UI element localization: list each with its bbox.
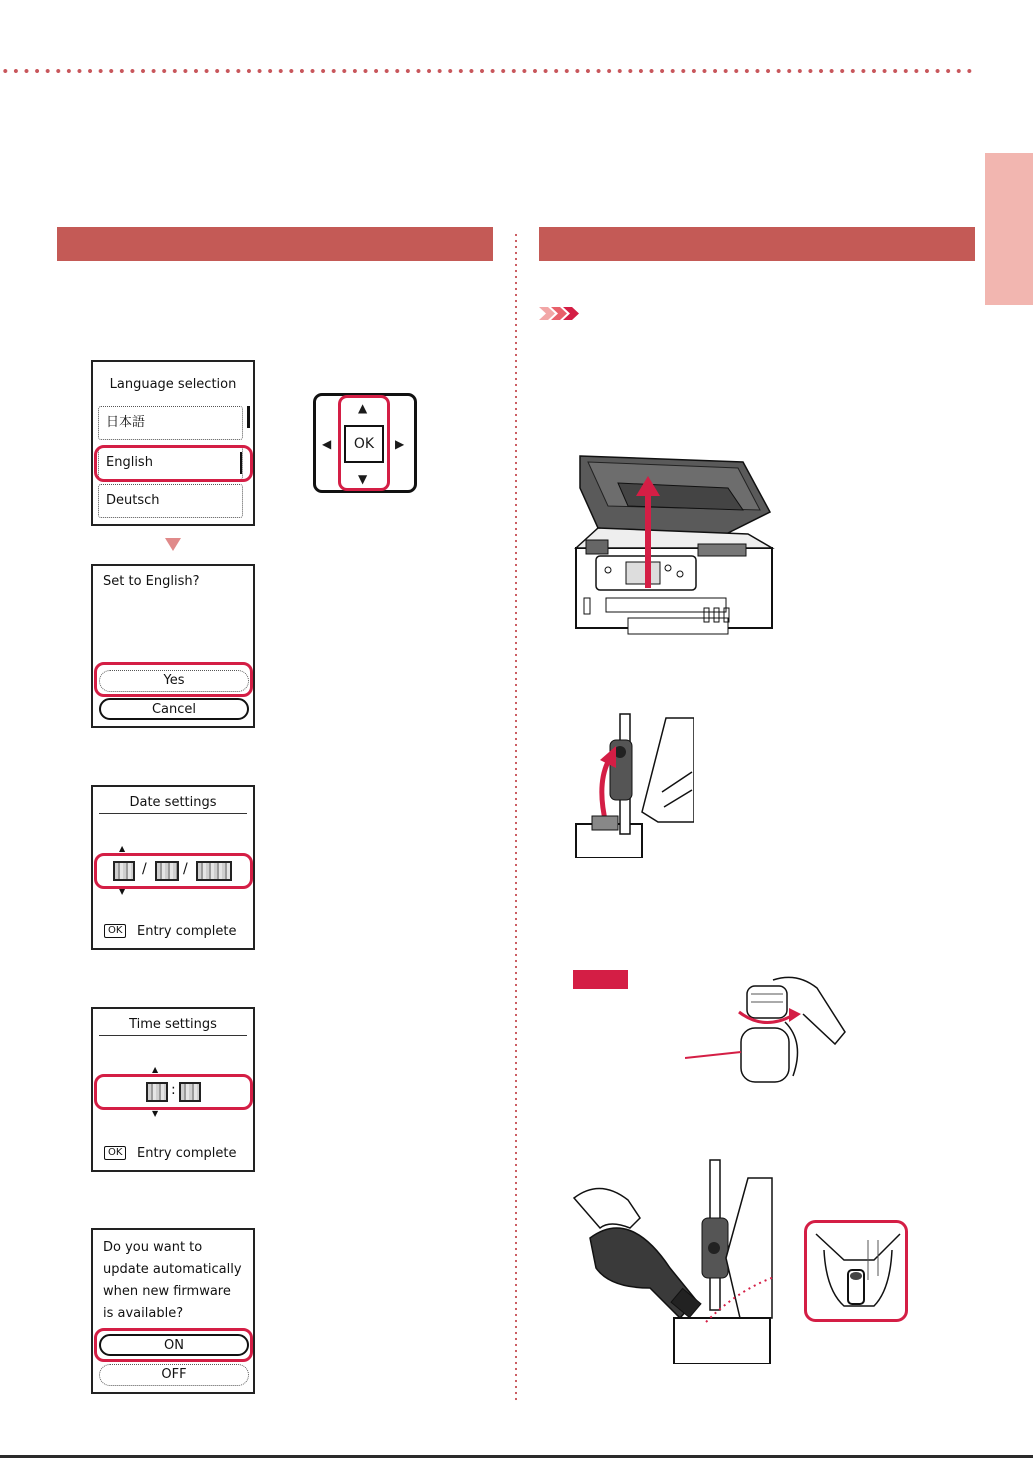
entry-complete-label: Entry complete: [137, 1146, 237, 1161]
side-language-tab: [985, 153, 1033, 305]
red-step-label: [573, 970, 628, 989]
lcd-firmware-update: [91, 1228, 255, 1394]
lcd-title: Time settings: [99, 1017, 247, 1036]
question-line: Do you want to: [103, 1240, 203, 1255]
highlight-yes: [94, 662, 253, 697]
tank-inlet-zoom-illustration: [804, 1220, 908, 1322]
highlight-date-fields: [94, 853, 253, 889]
question-line: when new firmware: [103, 1284, 231, 1299]
scrollbar-thumb[interactable]: [247, 406, 250, 428]
question-line: is available?: [103, 1306, 184, 1321]
date-separator: /: [183, 861, 188, 877]
top-dotted-rule: [0, 68, 975, 74]
off-button[interactable]: OFF: [99, 1364, 249, 1386]
firmware-question: [103, 1237, 242, 1325]
ink-fill-illustration: [570, 1158, 774, 1364]
up-arrow-button[interactable]: ▲: [358, 401, 368, 415]
up-arrow-icon: ▲: [152, 1065, 159, 1074]
language-option-english[interactable]: English: [98, 446, 243, 480]
lcd-title: Date settings: [99, 795, 247, 814]
date-separator: /: [142, 861, 147, 877]
lcd-title: Language selection: [109, 377, 237, 392]
question-line: update automatically: [103, 1262, 242, 1277]
highlight-time-fields: [94, 1074, 253, 1110]
section-header-bar-left: [57, 227, 493, 261]
ok-key-icon: OK: [104, 924, 126, 938]
lcd-confirm-language: [91, 564, 255, 728]
printer-open-scanner-illustration: [568, 448, 778, 643]
ok-button[interactable]: OK: [344, 425, 384, 463]
yes-button[interactable]: Yes: [99, 670, 249, 692]
down-arrow-icon: ▼: [119, 887, 126, 896]
tank-cap-illustration: [572, 712, 694, 858]
left-arrow-button[interactable]: ◀: [322, 437, 332, 451]
caution-chevrons-icon: [539, 307, 579, 320]
right-arrow-button[interactable]: ▶: [395, 437, 405, 451]
bottle-cap-twist-illustration: [685, 972, 847, 1088]
section-header-bar-right: [539, 227, 975, 261]
language-option-japanese[interactable]: 日本語: [98, 406, 243, 440]
highlight-up-down-keys: [338, 395, 390, 491]
entry-complete-label: Entry complete: [137, 924, 237, 939]
down-arrow-icon: ▼: [152, 1109, 159, 1118]
language-option-deutsch[interactable]: Deutsch: [98, 484, 243, 518]
highlight-english: [94, 445, 253, 482]
up-arrow-icon: ▲: [119, 844, 126, 853]
highlight-on: [94, 1328, 253, 1362]
confirm-question: Set to English?: [103, 574, 200, 589]
down-arrow-button[interactable]: ▼: [358, 472, 368, 486]
time-separator: :: [171, 1082, 176, 1098]
cancel-button[interactable]: Cancel: [99, 698, 249, 720]
column-divider: [515, 232, 517, 1402]
ok-key-icon: OK: [104, 1146, 126, 1160]
lcd-language-selection: [91, 360, 255, 526]
on-button[interactable]: ON: [99, 1334, 249, 1356]
down-triangle-icon: [165, 538, 181, 551]
